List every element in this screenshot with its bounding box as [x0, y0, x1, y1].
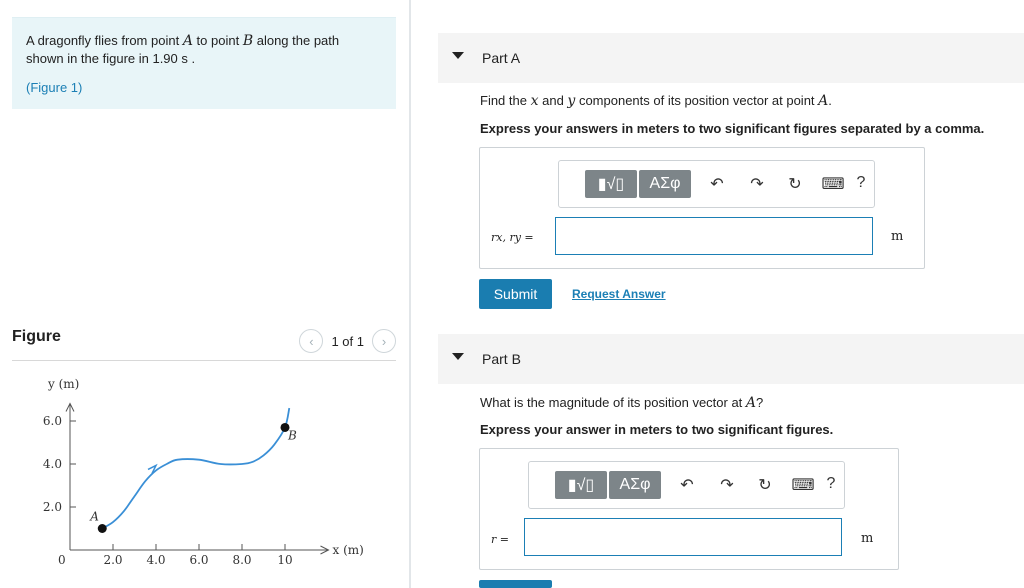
undo-icon[interactable]: ↶: [680, 477, 694, 494]
undo-icon[interactable]: ↶: [710, 176, 724, 193]
y-tick-label: 4.0: [42, 457, 62, 471]
part-a-header[interactable]: [438, 33, 1024, 83]
column-divider: [409, 0, 411, 588]
reset-icon[interactable]: ↻: [788, 176, 802, 193]
unit-label-a: m: [891, 229, 904, 244]
greek-symbols-button[interactable]: ΑΣφ: [609, 471, 661, 499]
x-tick-label: 6.0: [189, 553, 209, 567]
x-axis-label: x (m): [332, 543, 364, 557]
request-answer-link[interactable]: Request Answer: [572, 287, 666, 301]
answer-label-b: r =: [491, 533, 509, 546]
pager-text: 1 of 1: [331, 333, 364, 349]
answer-input-b[interactable]: [524, 518, 842, 556]
collapse-triangle-icon[interactable]: [452, 353, 464, 360]
part-b-header[interactable]: [438, 334, 1024, 384]
problem-statement: [12, 17, 396, 109]
chevron-right-icon[interactable]: ›: [372, 329, 396, 353]
part-a-label: Part A: [482, 50, 521, 66]
part-b-instruction: Express your answer in meters to two significant figures.: [480, 422, 834, 437]
math-toolbar-a: [558, 160, 875, 208]
point-label: B: [288, 428, 297, 443]
y-tick-label: 2.0: [42, 500, 62, 514]
redo-icon[interactable]: ↷: [720, 477, 734, 494]
submit-button-b[interactable]: [479, 580, 552, 588]
part-b-answer-box: [479, 448, 899, 570]
part-a-instruction: Express your answers in meters to two significant figures separated by a comma.: [480, 121, 985, 136]
point-marker: [98, 524, 107, 533]
reset-icon[interactable]: ↻: [758, 477, 772, 494]
submit-button[interactable]: Submit: [479, 279, 552, 309]
y-axis-label: y (m): [48, 377, 80, 391]
template-button[interactable]: ▮√▯: [555, 471, 607, 499]
greek-symbols-button[interactable]: ΑΣφ: [639, 170, 691, 198]
figure-header: [12, 325, 396, 361]
x-tick-label: 2.0: [103, 553, 123, 567]
part-a-question: Find the x and y components of its position vector at point A.: [480, 93, 832, 109]
chevron-left-icon[interactable]: ‹: [299, 329, 323, 353]
unit-label-b: m: [861, 531, 874, 546]
collapse-triangle-icon[interactable]: [452, 52, 464, 59]
figure-title: Figure: [12, 328, 61, 345]
x-tick-label: 8.0: [232, 553, 252, 567]
problem-panel: [0, 0, 410, 588]
part-a-answer-box: [479, 147, 925, 269]
path-series-line: [102, 408, 289, 528]
chart-svg: [30, 370, 390, 588]
help-icon[interactable]: ?: [826, 475, 836, 492]
template-button[interactable]: ▮√▯: [585, 170, 637, 198]
keyboard-icon[interactable]: ⌨: [791, 477, 815, 494]
x-tick-label: 10: [277, 553, 293, 567]
point-label: A: [90, 509, 99, 524]
part-b-question: What is the magnitude of its position vector at A?: [480, 395, 764, 411]
y-tick-label: 6.0: [42, 414, 62, 428]
origin-label: 0: [58, 553, 66, 567]
answer-input-a[interactable]: [555, 217, 873, 255]
help-icon[interactable]: ?: [856, 174, 866, 191]
redo-icon[interactable]: ↷: [750, 176, 764, 193]
figure-link[interactable]: (Figure 1): [26, 80, 83, 95]
answer-label-a: rx, ry =: [491, 231, 534, 244]
part-b-label: Part B: [482, 351, 521, 367]
keyboard-icon[interactable]: ⌨: [821, 176, 845, 193]
x-tick-label: 4.0: [146, 553, 166, 567]
problem-text: A dragonfly flies from point A to point B along the path shown in the figure in 1.90 s .: [26, 33, 340, 66]
math-toolbar-b: [528, 461, 845, 509]
figure-pager: [299, 329, 396, 353]
figure-chart: [30, 370, 390, 588]
